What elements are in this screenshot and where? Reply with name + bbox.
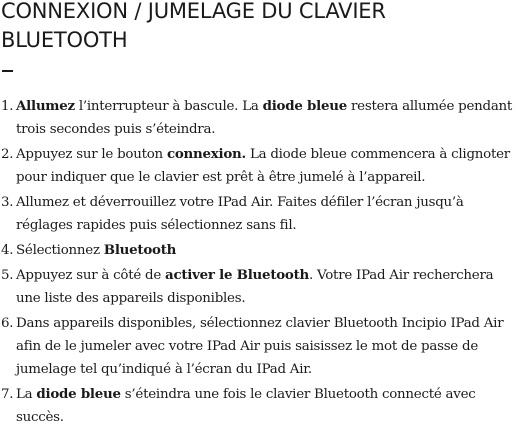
step-number: 4. <box>1 243 14 258</box>
page-title: CONNEXION / JUMELAGE DU CLAVIER BLUETOOTH <box>1 0 386 52</box>
step-number: 6. <box>1 316 14 331</box>
step-number: 3. <box>1 195 14 210</box>
step-text-segment: Sélectionnez <box>16 243 104 258</box>
step-text-bold: diode bleue <box>36 386 121 402</box>
step-text-segment: . Votre IPad Air recherchera une liste des appareils disponibles. <box>16 268 494 306</box>
step-number: 1. <box>1 99 14 114</box>
step-text-segment: s’éteindra une fois le clavier Bluetooth connecté avec succès. <box>16 387 476 425</box>
title-divider <box>2 70 13 72</box>
step-text-segment: Dans appareils disponibles, sélectionnez clavier Bluetooth Incipio IPad Air afin de le jumeler avec votre IPad Air puis saisissez le mot de passe de jumelage tel qu’indiqué à l’écran du IPad Air. <box>16 316 504 377</box>
step-item <box>0 95 516 141</box>
step-text-bold: diode bleue <box>262 98 347 114</box>
step-text <box>16 387 476 425</box>
step-item <box>0 264 516 310</box>
step-text-segment: La <box>16 387 37 402</box>
step-text <box>16 268 493 306</box>
step-text <box>16 243 176 258</box>
step-number: 5. <box>1 268 14 283</box>
step-text-segment: Appuyez sur à côté de <box>16 268 166 283</box>
step-text-segment: Allumez et déverrouillez votre IPad Air. Faites défiler l’écran jusqu’à réglages rapides puis sélectionnez sans fil. <box>16 195 464 233</box>
step-text-bold: connexion. <box>166 146 246 162</box>
step-text-segment: restera allumée pendant trois secondes puis s’éteindra. <box>16 99 513 137</box>
step-text <box>16 195 464 233</box>
step-number: 2. <box>1 147 14 162</box>
steps-list <box>0 95 516 431</box>
step-text-segment: Appuyez sur le bouton <box>16 147 167 162</box>
step-text <box>16 147 510 185</box>
step-text-bold: activer le Bluetooth <box>165 267 310 283</box>
step-item <box>0 143 516 189</box>
step-item <box>0 312 516 381</box>
step-text-segment: l’interrupteur à bascule. La <box>74 99 263 114</box>
step-text-bold: Allumez <box>16 98 75 114</box>
step-text-bold: Bluetooth <box>103 242 177 258</box>
step-text <box>16 99 512 137</box>
step-text <box>16 316 503 377</box>
step-item <box>0 191 516 237</box>
step-text-segment: La diode bleue commencera à clignoter pour indiquer que le clavier est prêt à être jumelé à l’appareil. <box>16 147 510 185</box>
step-item <box>0 239 516 262</box>
step-item <box>0 383 516 429</box>
step-number: 7. <box>1 387 14 402</box>
